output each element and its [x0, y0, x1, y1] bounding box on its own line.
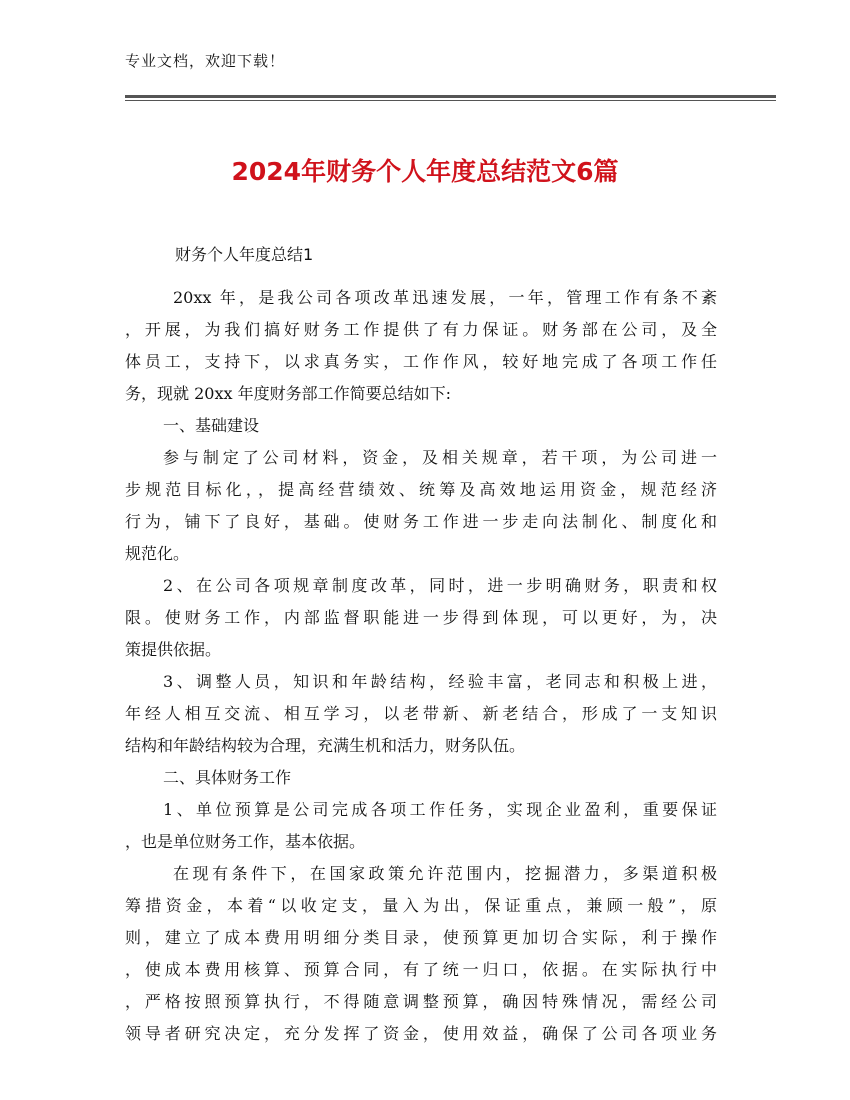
body-line: 3、调整人员，知识和年龄结构，经验丰富，老同志和积极上进， — [163, 672, 717, 691]
subheading: 二、具体财务工作 — [163, 768, 292, 787]
body-line: 结构和年龄结构较为合理，充满生机和活力，财务队伍。 — [125, 736, 526, 755]
body-line: 务，现就 20xx 年度财务部工作简要总结如下: — [125, 384, 451, 403]
body-line: 则，建立了成本费用明细分类目录，使预算更加切合实际，利于操作 — [125, 928, 717, 947]
body-line: ，使成本费用核算、预算合同，有了统一归口，依据。在实际执行中 — [125, 960, 717, 979]
body-text — [125, 285, 717, 1053]
body-line: 体员工，支持下，以求真务实，工作作风，较好地完成了各项工作任 — [125, 352, 717, 371]
body-line: 在现有条件下，在国家政策允许范围内，挖掘潜力，多渠道积极 — [173, 864, 717, 883]
body-line: 限。使财务工作，内部监督职能进一步得到体现，可以更好，为，决 — [125, 608, 717, 627]
subheading: 一、基础建设 — [163, 416, 260, 435]
body-line: 20xx 年，是我公司各项改革迅速发展，一年，管理工作有条不紊 — [173, 288, 717, 307]
body-line: 领导者研究决定，充分发挥了资金，使用效益，确保了公司各项业务 — [125, 1024, 717, 1043]
body-line: 策提供依据。 — [125, 640, 222, 659]
body-line: 年经人相互交流、相互学习，以老带新、新老结合，形成了一支知识 — [125, 704, 717, 723]
section-heading: 财务个人年度总结1 — [175, 245, 314, 264]
header-note: 专业文档，欢迎下载！ — [125, 52, 286, 70]
body-line: ，严格按照预算执行，不得随意调整预算，确因特殊情况，需经公司 — [125, 992, 717, 1011]
body-line: ，也是单位财务工作，基本依据。 — [125, 832, 366, 851]
document-title: 2024年财务个人年度总结范文6篇 — [231, 157, 619, 186]
header-rule-thick — [125, 95, 776, 98]
body-line: 行为，铺下了良好，基础。使财务工作进一步走向法制化、制度化和 — [125, 512, 717, 531]
body-line: ，开展，为我们搞好财务工作提供了有力保证。财务部在公司，及全 — [125, 320, 717, 339]
body-line: 步规范目标化，，提高经营绩效、统筹及高效地运用资金，规范经济 — [125, 480, 717, 499]
body-line: 参与制定了公司材料，资金，及相关规章，若干项，为公司进一 — [163, 448, 717, 467]
body-line: 2、在公司各项规章制度改革，同时，进一步明确财务，职责和权 — [163, 576, 717, 595]
body-line: 规范化。 — [125, 544, 190, 563]
body-line: 筹措资金，本着“以收定支，量入为出，保证重点，兼顾一般”，原 — [125, 896, 717, 915]
body-line: 1、单位预算是公司完成各项工作任务，实现企业盈利，重要保证 — [163, 800, 717, 819]
header-rule-thin — [125, 100, 776, 101]
